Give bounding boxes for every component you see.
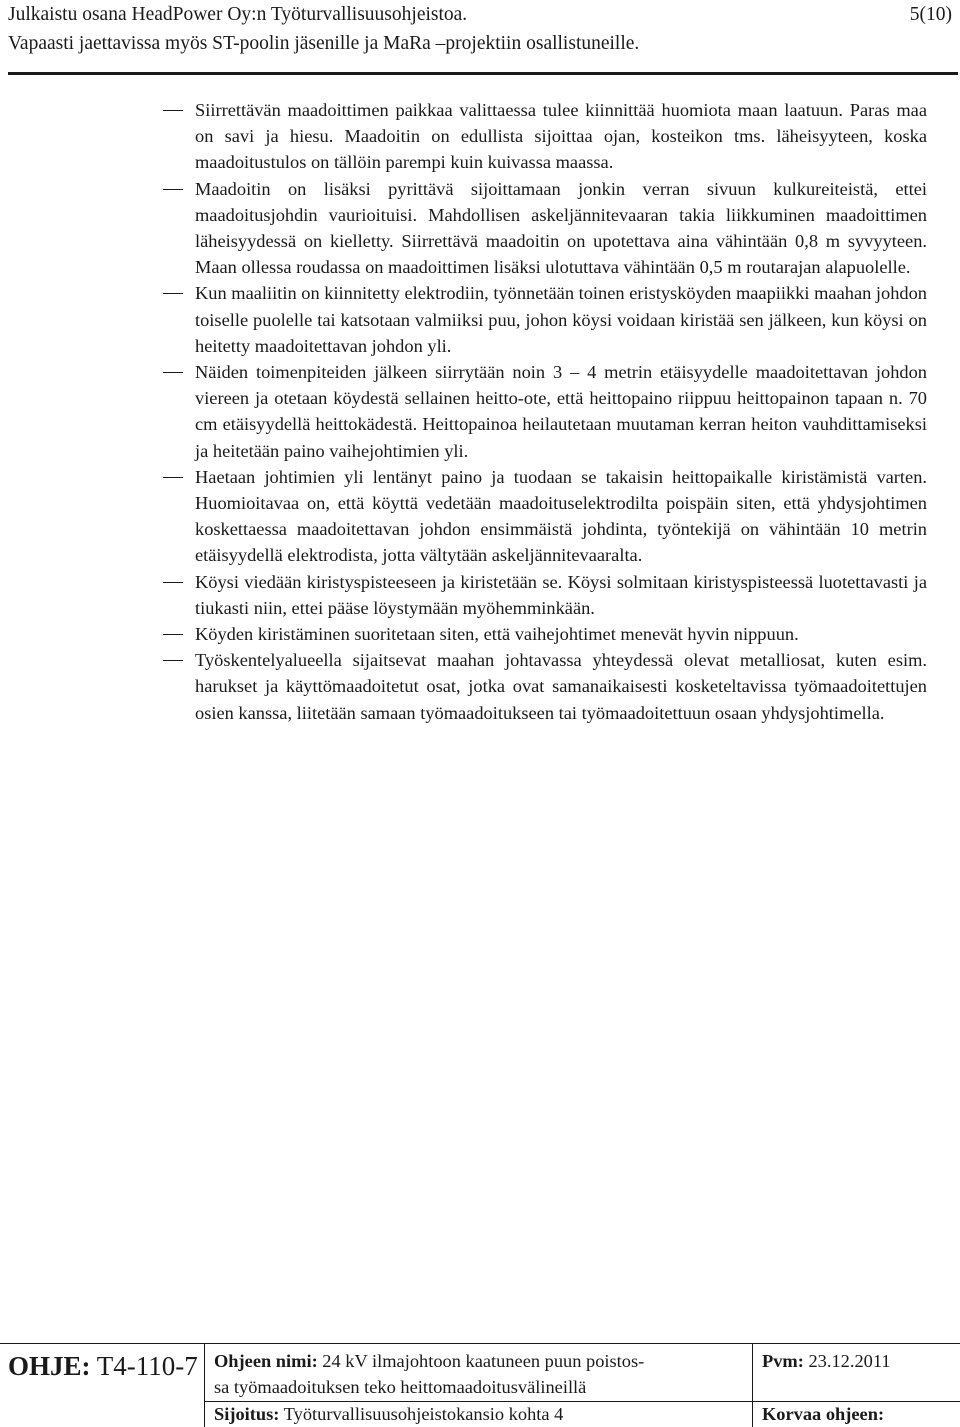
- list-item: [163, 176, 927, 281]
- dash-bullet: [163, 189, 183, 190]
- footer-sijoitus-label: Sijoitus:: [214, 1404, 280, 1424]
- footer-sijoitus-value: Työturvallisuusohjeistokansio kohta 4: [279, 1404, 564, 1424]
- footer-sijoitus: [214, 1401, 563, 1427]
- page-header: [8, 0, 952, 58]
- footer-ohje-value: T4-110-7: [90, 1351, 198, 1381]
- dash-bullet: [163, 660, 183, 661]
- header-line-1: [8, 0, 952, 29]
- footer-ohje: [8, 1347, 198, 1385]
- list-item: [163, 647, 927, 726]
- instruction-list: [163, 97, 927, 726]
- header-divider: [8, 72, 958, 75]
- page-number: 5(10): [909, 4, 952, 25]
- list-item: [163, 280, 927, 359]
- footer-pvm-value: 23.12.2011: [803, 1351, 891, 1371]
- list-item-text: Kun maaliitin on kiinnitetty elektrodiin, työnnetään toinen eristysköyden maapiikki maahan johdon toiselle puolelle tai katsotaan valmiiksi puu, johon köysi voidaan kiristää sen jälkeen, kun köysi on heitetty maadoitettavan johdon yli.: [195, 283, 927, 356]
- footer-pvm-label: Pvm:: [762, 1351, 804, 1371]
- footer-ohjeen-nimi: [214, 1348, 644, 1400]
- list-item: [163, 359, 927, 464]
- list-item-text: Siirrettävän maadoittimen paikkaa valittaessa tulee kiinnittää huomiota maan laatuun. Paras maa on savi ja hiesu. Maadoitin on edullista sijoittaa ojan, kosteikon tms. läheisyyteen, koska maadoitustulos on tällöin parempi kuin kuivassa maassa.: [195, 100, 927, 173]
- footer-name-value-1: 24 kV ilmajohtoon kaatuneen puun poistos-: [317, 1351, 645, 1371]
- footer-name-value-2: sa työmaadoituksen teko heittomaadoitusvälineillä: [214, 1377, 587, 1397]
- list-item-text: Köyden kiristäminen suoritetaan siten, että vaihejohtimet menevät hyvin nippuun.: [195, 624, 799, 645]
- list-item-text: Köysi viedään kiristyspisteeseen ja kiristetään se. Köysi solmitaan kiristyspisteessä luotettavasti ja tiukasti niin, ettei pääse löystymään myöhemminkään.: [195, 571, 927, 618]
- footer-top-rule: [0, 1343, 960, 1344]
- footer-name-label: Ohjeen nimi:: [214, 1351, 318, 1371]
- dash-bullet: [163, 477, 183, 478]
- header-publisher: Julkaistu osana HeadPower Oy:n Työturvallisuusohjeistoa.: [8, 4, 468, 25]
- dash-bullet: [163, 582, 183, 583]
- dash-bullet: [163, 372, 183, 373]
- footer-korvaa-label: Korvaa ohjeen:: [762, 1404, 885, 1424]
- dash-bullet: [163, 634, 183, 635]
- footer-divider: [752, 1343, 753, 1427]
- header-distribution: Vapaasti jaettavissa myös ST-poolin jäsenille ja MaRa –projektiin osallistuneille.: [8, 33, 640, 54]
- list-item-text: Työskentelyalueella sijaitsevat maahan johtavassa yhteydessä olevat metalliosat, kuten esim. harukset ja käyttömaadoitetut osat, jotka ovat samanaikaisesti kosketeltavissa työmaadoitettujen osien kanssa, liitetään samaan työmaadoitukseen tai työmaadoitettuun osaan yhdysjohtimella.: [195, 650, 927, 723]
- list-item-text: Maadoitin on lisäksi pyrittävä sijoittamaan jonkin verran sivuun kulkureiteistä, ettei maadoitusjohdin vaurioituisi. Mahdollisen askeljännitevaaran takia liikkuminen maadoittimen läheisyydessä on kielletty. Siirrettävä maadoitin on upotettava aina vähintään 0,8 m syvyyteen. Maan ollessa roudassa on maadoittimen lisäksi ulotuttava vähintään 0,5 m routarajan alapuolelle.: [195, 178, 927, 278]
- dash-bullet: [163, 110, 183, 111]
- footer-divider: [204, 1343, 205, 1427]
- footer-ohje-label: OHJE:: [8, 1351, 91, 1381]
- list-item: [163, 621, 927, 647]
- footer-korvaa: [762, 1401, 884, 1427]
- dash-bullet: [163, 293, 183, 294]
- footer-pvm: [762, 1348, 891, 1374]
- list-item-text: Haetaan johtimien yli lentänyt paino ja tuodaan se takaisin heittopaikalle kiristämistä varten. Huomioitavaa on, että köyttä vedetään maadoituselektrodilta poispäin siten, että yhdysjohtimen koskettaessa maadoitettavan johdon ensimmäistä johdinta, työntekijä on vähintään 10 metrin etäisyydellä elektrodista, jotta vältytään askeljännitevaaralta.: [195, 466, 927, 566]
- list-item: [163, 569, 927, 621]
- list-item: [163, 464, 927, 569]
- document-footer: [0, 1343, 960, 1427]
- list-item-text: Näiden toimenpiteiden jälkeen siirrytään noin 3 – 4 metrin etäisyydelle maadoitettavan johdon viereen ja otetaan köydestä sellainen heitto-ote, että heittopaino riippuu heittopainon tapaan n. 70 cm etäisyydellä heittokädestä. Heittopainoa heilautetaan muutaman kerran heiton vauhdittamiseksi ja heitetään paino vaihejohtimien yli.: [195, 362, 927, 461]
- list-item: [163, 97, 927, 176]
- header-line-2: [8, 29, 952, 58]
